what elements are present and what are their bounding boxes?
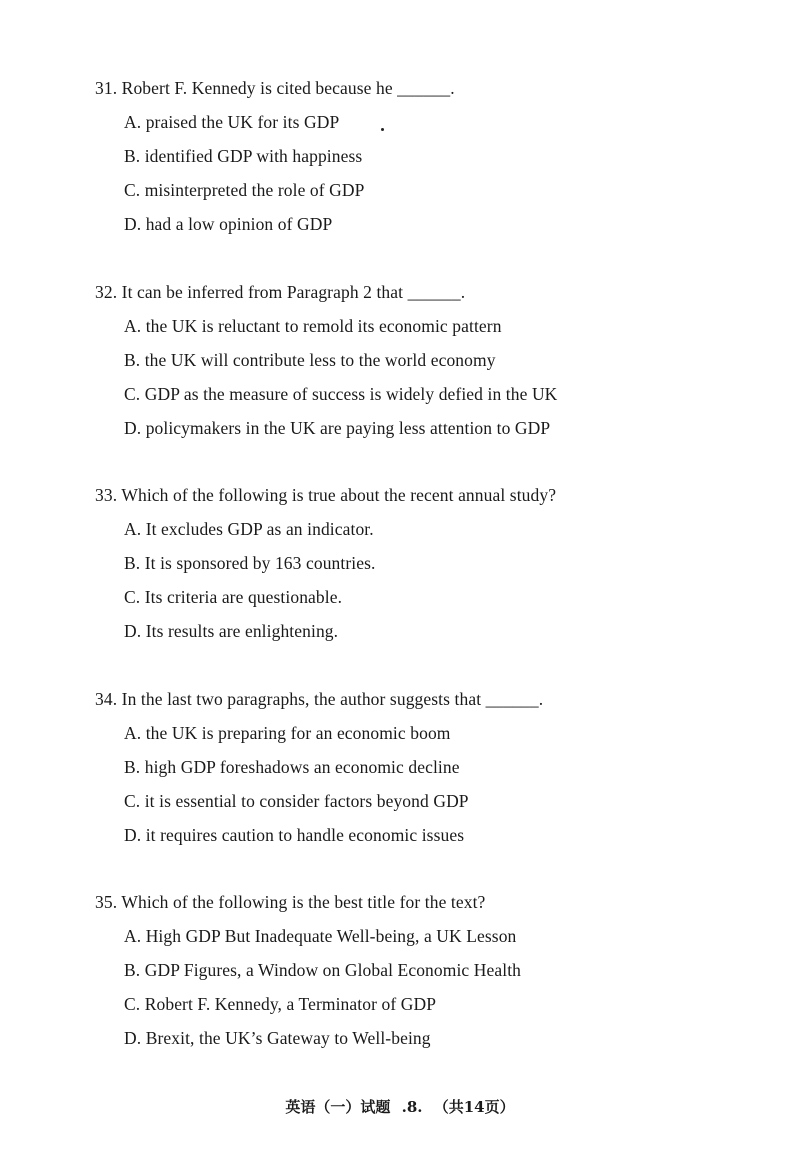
option-b: B. the UK will contribute less to the world economy: [124, 350, 496, 370]
option-c: C. Robert F. Kennedy, a Terminator of GDP: [124, 994, 437, 1014]
option-b: B. identified GDP with happiness: [124, 146, 363, 166]
question-stem: [95, 281, 465, 303]
question-text: Which of the following is the best title for the text?: [121, 892, 486, 912]
question-number: 34.: [95, 689, 118, 709]
question-stem: [95, 891, 485, 913]
option-b: B. GDP Figures, a Window on Global Economic Health: [124, 960, 522, 980]
option-d: D. Its results are enlightening.: [124, 621, 339, 641]
option-a: A. praised the UK for its GDP: [124, 112, 340, 132]
option-c: C. misinterpreted the role of GDP: [124, 180, 365, 200]
option-a: A. It excludes GDP as an indicator.: [124, 519, 374, 539]
option-d: D. Brexit, the UK’s Gateway to Well-being: [124, 1028, 431, 1048]
option-b: B. high GDP foreshadows an economic decline: [124, 757, 460, 777]
option-c: C. Its criteria are questionable.: [124, 587, 343, 607]
question-text: It can be inferred from Paragraph 2 that ______.: [121, 282, 466, 302]
question-text: In the last two paragraphs, the author suggests that ______.: [121, 689, 544, 709]
question-stem: [95, 484, 556, 506]
footer-page-number: .8.: [401, 1098, 423, 1116]
footer-subject: 英语（一）试题: [285, 1098, 391, 1116]
option-a: A. High GDP But Inadequate Well-being, a UK Lesson: [124, 926, 517, 946]
option-d: D. had a low opinion of GDP: [124, 214, 333, 234]
question-number: 31.: [95, 78, 118, 98]
option-d: D. it requires caution to handle economic issues: [124, 825, 465, 845]
question-number: 32.: [95, 282, 118, 302]
option-c: C. it is essential to consider factors beyond GDP: [124, 791, 469, 811]
question-stem: [95, 77, 455, 99]
footer-total-pages: （共14页）: [433, 1098, 515, 1116]
question-stem: [95, 688, 543, 710]
option-a: A. the UK is preparing for an economic boom: [124, 723, 451, 743]
page-footer: [0, 1097, 800, 1117]
option-b: B. It is sponsored by 163 countries.: [124, 553, 376, 573]
option-d: D. policymakers in the UK are paying less attention to GDP: [124, 418, 551, 438]
question-number: 33.: [95, 485, 118, 505]
scan-speck: [381, 128, 384, 131]
question-number: 35.: [95, 892, 118, 912]
question-text: Which of the following is true about the recent annual study?: [121, 485, 557, 505]
option-a: A. the UK is reluctant to remold its economic pattern: [124, 316, 502, 336]
question-text: Robert F. Kennedy is cited because he ______.: [121, 78, 455, 98]
option-c: C. GDP as the measure of success is widely defied in the UK: [124, 384, 558, 404]
